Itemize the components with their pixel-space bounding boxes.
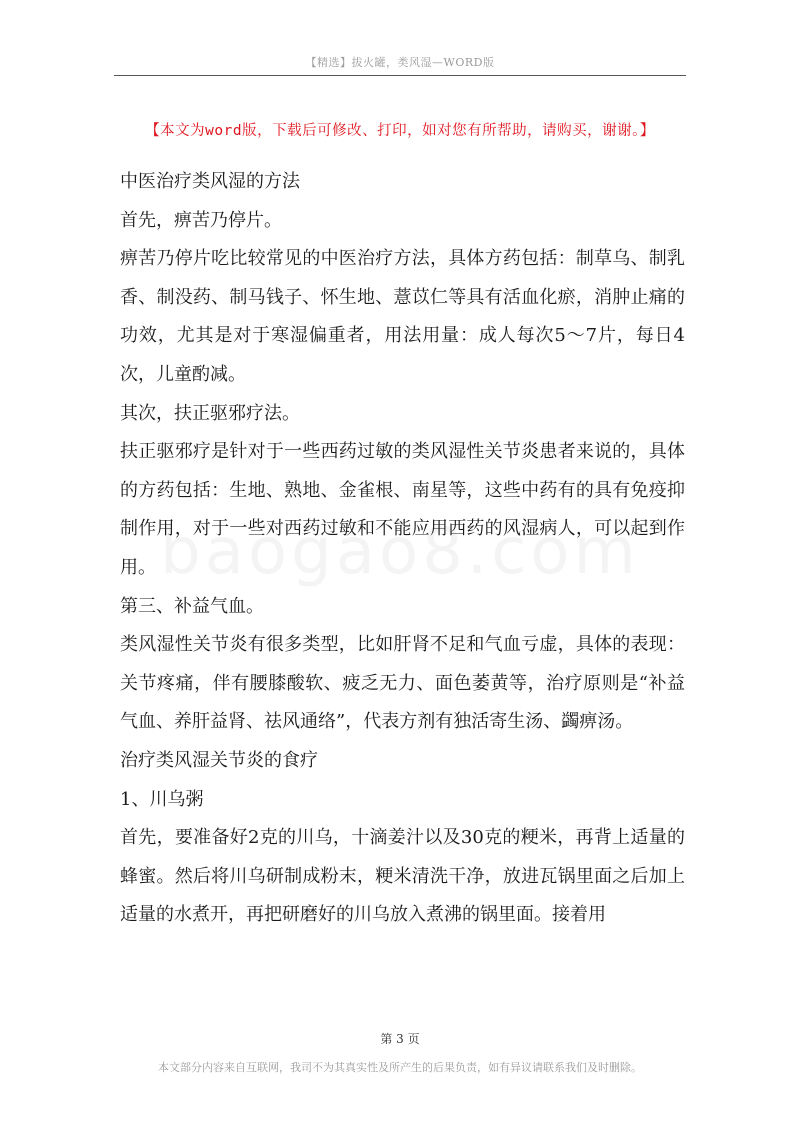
body-paragraph: 类风湿性关节炎有很多类型，比如肝肾不足和气血亏虚，具体的表现：关节疼痛，伴有腰膝酸软、疲乏无力、面色萎黄等，治疗原则是“补益气血、养肝益肾、祛风通络”，代表方剂有独活寄生汤、蠲痹汤。: [120, 634, 685, 733]
subheading: 首先，痹苦乃停片。: [120, 209, 282, 231]
body-paragraph: 首先，要准备好2克的川乌，十滴姜汁以及30克的粳米，再背上适量的蜂蜜。然后将川乌研制成粉末，粳米清洗干净，放进瓦锅里面之后加上适量的水煮开，再把研磨好的川乌放入煮沸的锅里面。接着用: [120, 827, 685, 926]
body-paragraph: 扶正驱邪疗是针对于一些西药过敏的类风湿性关节炎患者来说的，具体的方药包括：生地、熟地、金雀根、南星等，这些中药有的具有免疫抑制作用，对于一些对西药过敏和不能应用西药的风湿病人，可以起到作用。: [120, 441, 685, 578]
document-body: [120, 163, 685, 935]
body-paragraph: 痹苦乃停片吃比较常见的中医治疗方法，具体方药包括：制草乌、制乳香、制没药、制马钱子、怀生地、薏苡仁等具有活血化瘀，消肿止痛的功效，尤其是对于寒湿偏重者，用法用量：成人每次5～7片，每日4次，儿童酌减。: [120, 248, 685, 385]
section-heading: 治疗类风湿关节炎的食疗: [120, 749, 318, 771]
header-divider: [114, 75, 686, 76]
section-heading: 中医治疗类风湿的方法: [120, 171, 300, 192]
page-number: 第 3 页: [380, 1032, 420, 1046]
subheading: 其次，扶正驱邪疗法。: [120, 402, 300, 424]
subheading: 第三、补益气血。: [120, 595, 264, 617]
page-footer: 本文部分内容来自互联网，我司不为其真实性及所产生的后果负责，如有异议请联系我们及时删除。: [158, 1061, 642, 1074]
page-header: 【精选】拔火罐，类风湿—WORD版: [305, 56, 495, 69]
download-notice: 【本文为word版，下载后可修改、打印，如对您有所帮助，请购买，谢谢。】: [145, 123, 655, 139]
subheading: 1、川乌粥: [120, 788, 204, 810]
